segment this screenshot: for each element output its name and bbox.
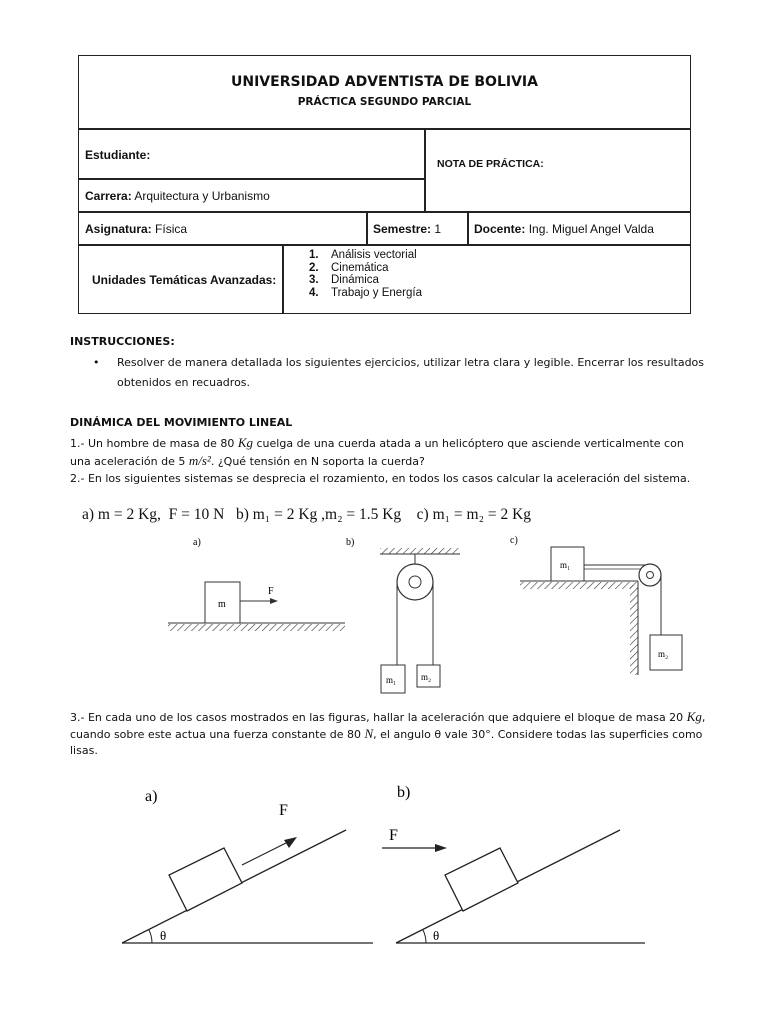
block-m-label: m [218,599,226,610]
header-title-box [78,55,691,130]
fig2-label-c: c) [510,535,518,546]
student-field[interactable] [78,128,426,180]
units-list [309,249,422,299]
force-F-label: F [268,586,274,597]
theta-b: θ [433,928,440,943]
career-label: Carrera: [85,189,132,203]
semester-label: Semestre: [373,222,432,236]
floor-hatch [168,624,345,631]
unit-item: 1. Análisis vectorial [309,249,417,261]
problem-2-cases: a) m = 2 Kg, F = 10 N b) m₁ = 2 Kg ,m₂ = 1.5 Kg c) m₁ = m₂ = 2 Kg [82,506,532,523]
fig3-label-a: a) [145,788,158,805]
figure-3-diagrams [0,770,768,960]
section-title: DINÁMICA DEL MOVIMIENTO LINEAL [70,416,293,429]
instruction-line-2: obtenidos en recuadros. [117,376,251,389]
instruction-line-1: Resolver de manera detallada los siguientes ejercicios, utilizar letra clara y legible. Encerrar los resultados [117,356,705,369]
teacher-value: Ing. Miguel Angel Valda [528,222,654,236]
university-name: UNIVERSIDAD ADVENTISTA DE BOLIVIA [231,74,538,90]
teacher-label: Docente: [474,222,526,236]
bullet-icon: • [93,356,100,369]
incline-block-a [169,848,242,911]
unit-item: 2. Cinemática [309,261,389,274]
angle-arc-a [149,930,152,943]
block-m2-label: m₂ [421,672,432,682]
career-value: Arquitectura y Urbanismo [134,189,270,203]
teacher-cell [467,211,691,246]
problem-1-line-1: 1.- Un hombre de masa de 80 Kg cuelga de una cuerda atada a un helicóptero que asciende verticalmente con [70,435,684,450]
problem-3-line-1: 3.- En cada uno de los casos mostrados en las figuras, hallar la aceleración que adquiere el bloque de masa 20 Kg, [70,709,706,724]
fig2-label-a: a) [193,537,201,548]
figure-2-diagrams [0,525,768,705]
career-row [78,178,426,213]
fig2-label-b: b) [346,537,355,548]
units-list-cell [282,244,691,314]
grade-label: NOTA DE PRÁCTICA: [437,158,544,170]
subject-row [78,211,368,246]
problem-1-line-2: una aceleración de 5 m/s². ¿Qué tensión en N soporta la cuerda? [70,453,425,468]
incline-block-b [445,848,518,911]
angle-arc-b [423,930,426,943]
arrow-head-icon [270,598,278,604]
grade-field[interactable] [424,128,691,213]
problem-3-line-2: cuando sobre este actua una fuerza constante de 80 N, el angulo θ vale 30°. Considere todas las superficies como [70,726,703,741]
subject-label: Asignatura: [85,222,152,236]
block-c-m1-label: m₁ [560,560,571,570]
table-side-hatch [630,585,638,675]
block-c-m2-label: m₂ [658,649,669,659]
table-hatch [520,582,638,589]
force-a-label: F [279,802,288,819]
arrow-head-a-icon [284,837,297,848]
problem-3-line-3: lisas. [70,744,98,757]
semester-cell [366,211,469,246]
units-label: Unidades Temáticas Avanzadas: [92,273,277,287]
subject-value: Física [155,222,188,236]
unit-item: 3. Dinámica [309,274,379,286]
fig3-label-b: b) [397,784,411,801]
units-label-cell [78,244,284,314]
arrow-head-b-icon [435,844,447,852]
block-m1-label: m₁ [386,675,397,685]
exam-subtitle: PRÁCTICA SEGUNDO PARCIAL [297,96,472,108]
pulley-hub-icon [409,576,421,588]
problem-2-text: 2.- En los siguientes sistemas se desprecia el rozamiento, en todos los casos calcular la aceleración del sistema. [70,472,691,485]
student-label: Estudiante: [85,148,151,162]
instructions-title: INSTRUCCIONES: [70,335,175,348]
force-arrow-a [242,842,288,865]
ceiling-hatch [380,548,460,554]
unit-item: 4. Trabajo y Energía [309,286,422,299]
pulley-c-hub-icon [647,572,654,579]
semester-value: 1 [434,222,442,236]
force-b-label: F [389,827,398,844]
theta-a: θ [160,928,167,943]
